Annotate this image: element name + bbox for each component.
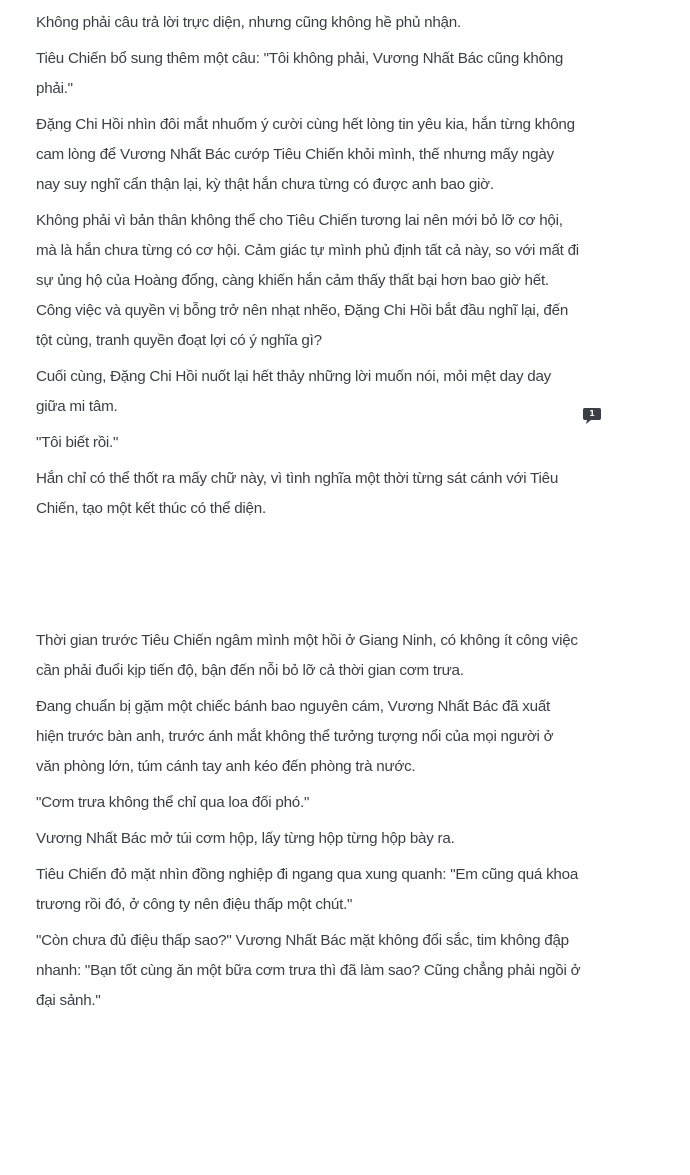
paragraph: Vương Nhất Bác mở túi cơm hộp, lấy từng hộp từng hộp bày ra. [36,830,455,847]
paragraph: Không phải vì bản thân không thể cho Tiêu Chiến tương lai nên mới bỏ lỡ cơ hội, mà là hắn chưa từng có cơ hội. Cảm giác tự mình phủ định tất cả này, so với mất đi sự ủng hộ của Hoàng đổng, càng khiến hắn cảm thấy thất bại hơn bao giờ hết. Công việc và quyền vị bỗng trở nên nhạt nhẽo, Đặng Chi Hồi bắt đầu nghĩ lại, đến tột cùng, tranh quyền đoạt lợi có ý nghĩa gì? [36,212,579,349]
paragraph: Đang chuẩn bị gặm một chiếc bánh bao nguyên cám, Vương Nhất Bác đã xuất hiện trước bàn anh, trước ánh mắt không thể tưởng tượng nổi của mọi người ở văn phòng lớn, túm cánh tay anh kéo đến phòng trà nước. [36,698,554,775]
chapter-text [36,8,581,1022]
comment-count: 1 [589,409,595,418]
paragraph: "Còn chưa đủ điệu thấp sao?" Vương Nhất Bác mặt không đổi sắc, tim không đập nhanh: "Bạn tốt cùng ăn một bữa cơm trưa thì đã làm sao? Cũng chẳng phải ngồi ở đại sảnh." [36,932,581,1009]
paragraph: Tiêu Chiến bổ sung thêm một câu: "Tôi không phải, Vương Nhất Bác cũng không phải." [36,50,564,97]
paragraph: Không phải câu trả lời trực diện, nhưng cũng không hề phủ nhận. [36,14,461,31]
paragraph: Tiêu Chiến đỏ mặt nhìn đồng nghiệp đi ngang qua xung quanh: "Em cũng quá khoa trương rồi đó, ở công ty nên điệu thấp một chút." [36,866,579,913]
paragraph: Thời gian trước Tiêu Chiến ngâm mình một hồi ở Giang Ninh, có không ít công việc cần phải đuổi kịp tiến độ, bận đến nỗi bỏ lỡ cả thời gian cơm trưa. [36,632,578,679]
inline-comment-button[interactable] [582,407,602,425]
paragraph: "Tôi biết rồi." [36,434,119,451]
paragraph: Cuối cùng, Đặng Chi Hồi nuốt lại hết thảy những lời muốn nói, mỏi mệt day day giữa mi tâm. [36,368,552,415]
paragraph: "Cơm trưa không thể chỉ qua loa đối phó." [36,794,310,811]
paragraph: Đặng Chi Hồi nhìn đôi mắt nhuốm ý cười cùng hết lòng tin yêu kia, hắn từng không cam lòng để Vương Nhất Bác cướp Tiêu Chiến khỏi mình, thế nhưng mấy ngày nay suy nghĩ cẩn thận lại, kỳ thật hắn chưa từng có được anh bao giờ. [36,116,575,193]
paragraph: Hắn chỉ có thể thốt ra mấy chữ này, vì tình nghĩa một thời từng sát cánh với Tiêu Chiến, tạo một kết thúc có thể diện. [36,470,559,517]
